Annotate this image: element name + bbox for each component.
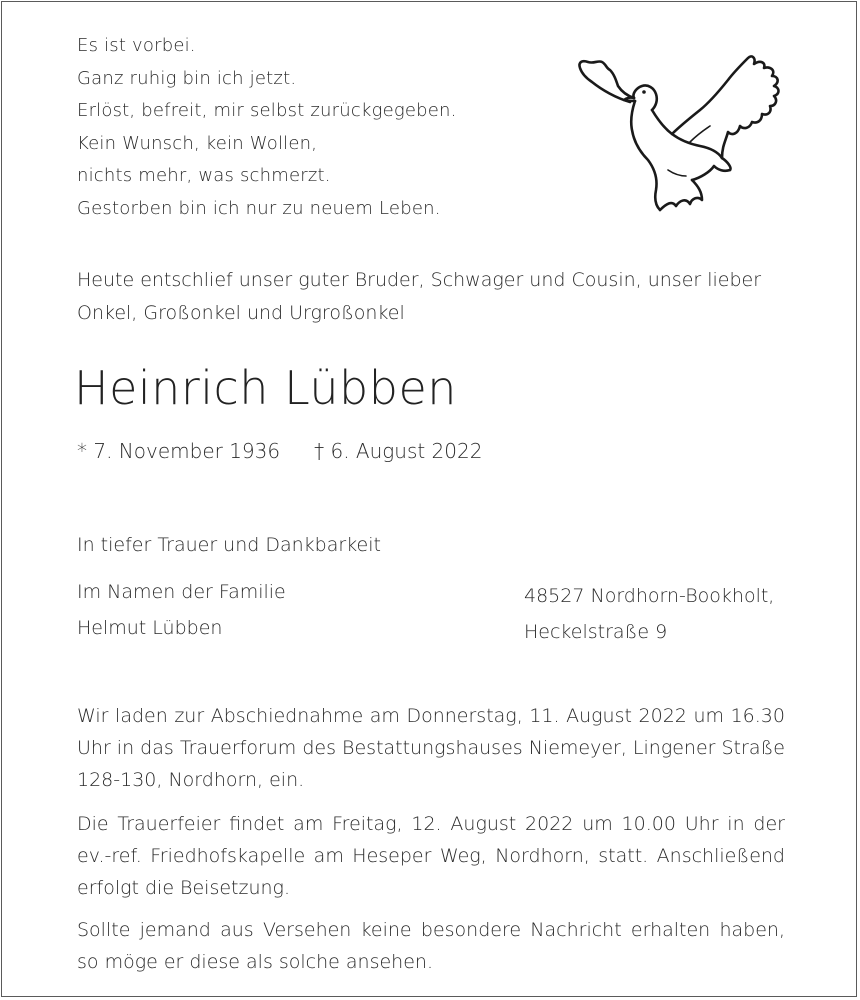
intro-line: Heute entschlief unser guter Bruder, Schwager und Cousin, unser lieber bbox=[77, 269, 762, 291]
intro-line: Onkel, Großonkel und Urgroßonkel bbox=[77, 302, 405, 324]
life-dates bbox=[77, 436, 482, 466]
poem bbox=[77, 30, 457, 226]
poem-line: Erlöst, befreit, mir selbst zurückgegeben. bbox=[77, 100, 457, 122]
funeral-notice: Die Trauerfeier findet am Freitag, 12. August 2022 um 10.00 Uhr in der ev.-ref. Friedhofskapelle am Heseper Weg, Nordhorn, statt. Anschließend erfolgt die Beisetzung. bbox=[77, 813, 785, 899]
address-line: Heckelstraße 9 bbox=[524, 621, 668, 643]
family-name: Helmut Lübben bbox=[77, 617, 223, 639]
intro-text bbox=[77, 264, 797, 330]
poem-line: Ganz ruhig bin ich jetzt. bbox=[77, 67, 297, 89]
notification-note: Sollte jemand aus Versehen keine besondere Nachricht erhalten haben, so möge er diese als solche ansehen. bbox=[77, 919, 785, 973]
mourning-line: In tiefer Trauer und Dankbarkeit bbox=[77, 534, 381, 556]
address bbox=[524, 578, 774, 650]
deceased-name: Heinrich Lübben bbox=[74, 361, 457, 415]
farewell-notice: Wir laden zur Abschiednahme am Donnerstag, 11. August 2022 um 16.30 Uhr in das Trauerforum des Bestattungshauses Niemeyer, Lingener Straße 128-130, Nordhorn, ein. bbox=[77, 705, 785, 791]
poem-line: Gestorben bin ich nur zu neuem Leben. bbox=[77, 197, 441, 219]
address-line: 48527 Nordhorn-Bookholt, bbox=[524, 585, 775, 607]
poem-line: Es ist vorbei. bbox=[77, 35, 196, 56]
poem-line: nichts mehr, was schmerzt. bbox=[77, 165, 331, 187]
birth-date: * 7. November 1936 bbox=[77, 439, 281, 463]
death-date: † 6. August 2022 bbox=[314, 439, 483, 463]
family-signature bbox=[77, 574, 286, 646]
family-line: Im Namen der Familie bbox=[77, 581, 286, 603]
dove-icon bbox=[572, 50, 792, 220]
poem-line: Kein Wunsch, kein Wollen, bbox=[77, 132, 318, 154]
